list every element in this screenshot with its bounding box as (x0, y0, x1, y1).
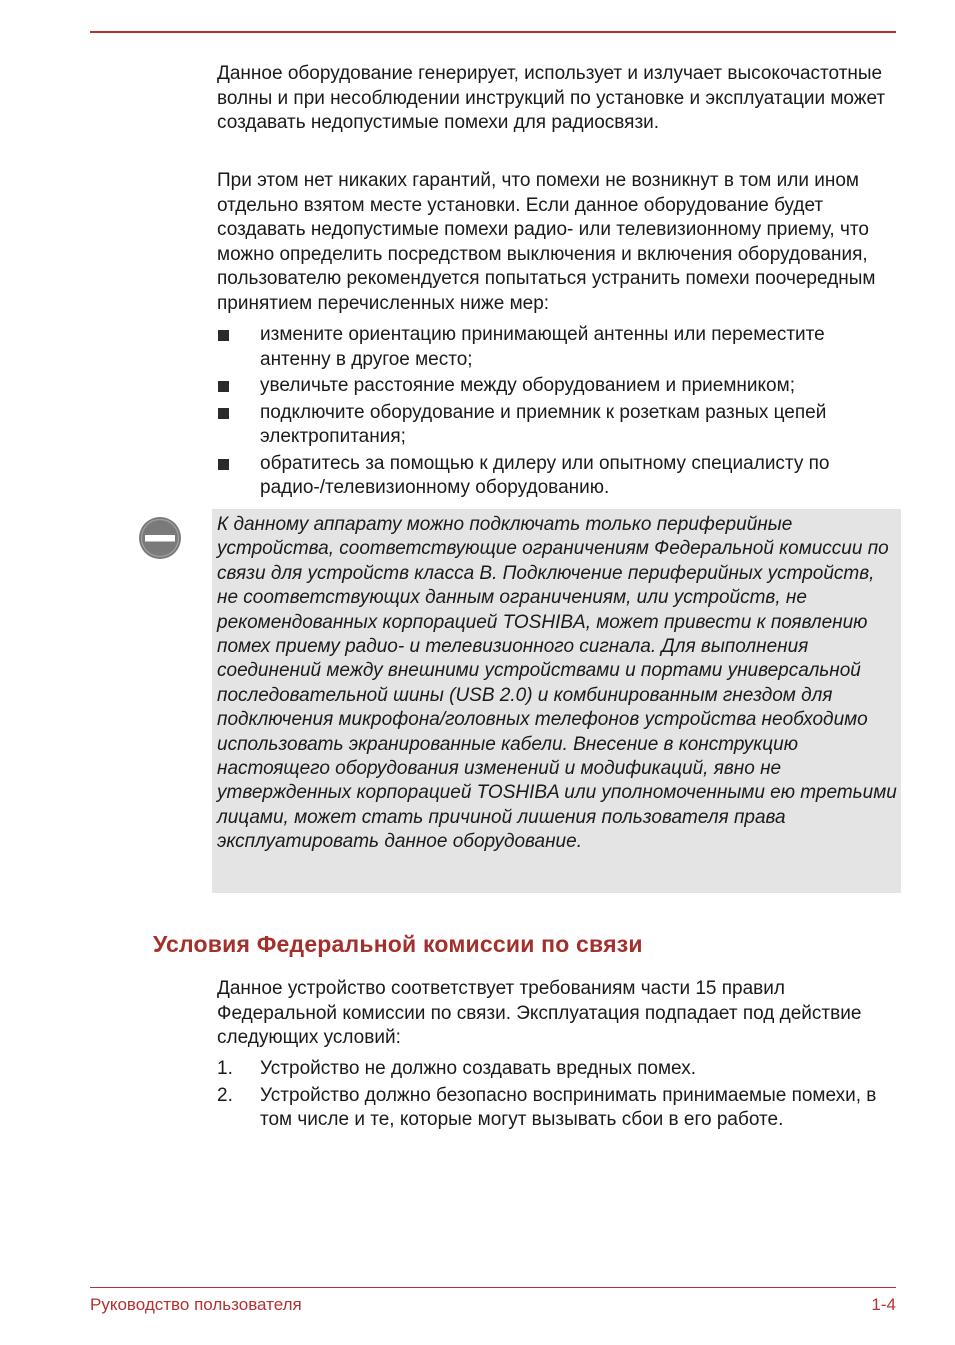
list-item (217, 323, 897, 372)
list-item-text: подключите оборудование и приемник к розеткам разных цепей электропитания; (260, 401, 827, 447)
no-entry-icon (138, 516, 182, 560)
section-heading: Условия Федеральной комиссии по связи (153, 931, 643, 957)
section-intro: Данное устройство соответствует требованиям части 15 правил Федеральной комиссии по связи. Эксплуатация подпадает под действие следующих условий: (217, 978, 862, 1048)
list-item (217, 1057, 897, 1082)
item-number: 1. (217, 1058, 233, 1079)
square-bullet-icon (218, 330, 229, 341)
list-item (217, 452, 897, 501)
note-text: К данному аппарату можно подключать только периферийные устройства, соответствующие ограничениям Федеральной комиссии по связи для устройств класса B. Подключение периферийных устройств, не соответствующих данным ограничениям, или устройств, не рекомендованных корпорацией TOSHIBA, может привести к появлению помех приему радио- и телевизионного сигнала. Для выполнения соединений между внешними устройствами и портами универсальной последовательной шины (USB 2.0) и комбинированным гнездом для подключения микрофона/головных телефонов устройства необходимо использовать экранированные кабели. Внесение в конструкцию настоящего оборудования изменений и модификаций, явно не утвержденных корпорацией TOSHIBA или уполномоченными ею третьими лицами, может стать причиной лишения пользователя права эксплуатировать данное оборудование. (217, 514, 897, 853)
footer-title: Руководство пользователя (90, 1295, 302, 1314)
list-item (217, 401, 897, 450)
paragraph-intro: Данное оборудование генерирует, использует и излучает высокочастотные волны и при несоблюдении инструкций по установке и эксплуатации может создавать недопустимые помехи для радиосвязи. (217, 63, 886, 133)
list-item-text: Устройство не должно создавать вредных помех. (260, 1058, 696, 1079)
paragraph-guarantee: При этом нет никаких гарантий, что помехи не возникнут в том или ином отдельно взятом месте установки. Если данное оборудование будет создавать недопустимые помехи радио- или телевизионному приему, что можно определить посредством выключения и включения оборудования, пользователю рекомендуется попытаться устранить помехи поочередным принятием перечисленных ниже мер: (217, 170, 876, 314)
conditions-list (217, 1057, 897, 1135)
square-bullet-icon (218, 459, 229, 470)
measures-list (217, 323, 897, 503)
square-bullet-icon (218, 408, 229, 419)
list-item-text: измените ориентацию принимающей антенны или переместите антенну в другое место; (260, 324, 825, 370)
footer-rule (90, 1287, 896, 1288)
list-item-text: Устройство должно безопасно воспринимать принимаемые помехи, в том числе и те, которые могут вызывать сбои в его работе. (260, 1084, 877, 1130)
list-item-text: увеличьте расстояние между оборудованием и приемником; (260, 375, 795, 396)
header-rule (90, 31, 896, 33)
page-number: 1-4 (871, 1295, 896, 1314)
list-item (217, 374, 897, 399)
list-item (217, 1084, 897, 1133)
list-item-text: обратитесь за помощью к дилеру или опытному специалисту по радио-/телевизионному оборудованию. (260, 452, 830, 498)
square-bullet-icon (218, 381, 229, 392)
item-number: 2. (217, 1084, 233, 1106)
